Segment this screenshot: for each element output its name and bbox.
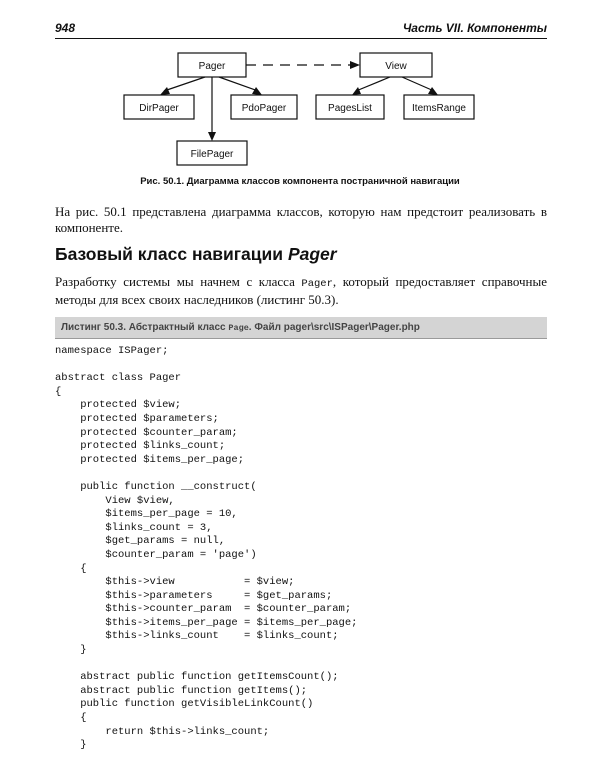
listing-prefix: Листинг 50.3. Абстрактный класс: [61, 322, 229, 333]
code-line: protected $view;: [55, 399, 182, 412]
listing-suffix: . Файл pager\src\ISPager\Pager.php: [248, 322, 420, 333]
figure-caption: Рис. 50.1. Диаграмма классов компонента постраничной навигации: [140, 176, 460, 187]
code-line: View $view,: [55, 494, 175, 507]
code-line: $this->items_per_page = $items_per_page;: [55, 616, 358, 629]
box-filepager-label: FilePager: [190, 149, 234, 160]
code-line: {: [55, 712, 87, 725]
code-line: $get_params = null,: [55, 535, 226, 548]
code-line: {: [55, 562, 87, 575]
listing-title-bar: [55, 317, 547, 339]
paragraph-intro-before: Разработку системы мы начнем с класса: [55, 274, 302, 289]
box-view: [360, 53, 432, 77]
code-line: protected $parameters;: [55, 412, 219, 425]
code-line: [55, 467, 357, 481]
code-line: }: [55, 644, 87, 657]
section-heading: [55, 244, 337, 265]
paragraph-intro-after: , который предоставляет справочные методы для всех своих наследников (листинг 50.3).: [55, 274, 548, 307]
box-view-label: View: [385, 61, 407, 72]
code-line: abstract public function getItems();: [55, 684, 308, 697]
code-line: $counter_param = 'page'): [55, 548, 257, 561]
code-line: public function getVisibleLinkCount(): [55, 698, 314, 711]
listing-code: Page: [228, 323, 249, 333]
paragraph-intro-code: Pager: [301, 278, 333, 290]
code-line: $links_count = 3,: [55, 521, 213, 534]
code-line: protected $counter_param;: [55, 426, 238, 439]
code-listing: [55, 345, 357, 753]
box-pageslist: [316, 95, 384, 119]
view-inheritance-arrows: [352, 77, 438, 95]
box-itemsrange: [404, 95, 474, 119]
code-line: $this->view = $view;: [55, 576, 295, 589]
code-line: $items_per_page = 10,: [55, 508, 238, 521]
box-itemsrange-label: ItemsRange: [412, 103, 466, 114]
box-dirpager: [124, 95, 194, 119]
page-header: [55, 18, 547, 39]
code-line: namespace ISPager;: [55, 345, 169, 357]
code-line: [55, 658, 357, 672]
code-line: protected $links_count;: [55, 440, 226, 453]
code-line: {: [55, 385, 62, 398]
code-line: $this->links_count = $links_count;: [55, 630, 339, 643]
code-line: [55, 359, 357, 373]
box-dirpager-label: DirPager: [139, 103, 179, 114]
box-pager: [178, 53, 246, 77]
code-line: public function __construct(: [55, 480, 257, 493]
section-heading-text: Базовый класс навигации: [55, 244, 288, 264]
code-line: $this->parameters = $get_params;: [55, 589, 333, 602]
code-line: $this->counter_param = $counter_param;: [55, 603, 352, 616]
page-number: 948: [55, 21, 76, 35]
box-pageslist-label: PagesList: [328, 103, 372, 114]
listing-title: [55, 322, 420, 333]
paragraph-figure-reference: На рис. 50.1 представлена диаграмма классов, которую нам предстоит реализовать в компоненте.: [55, 204, 547, 235]
box-pdopager: [231, 95, 297, 119]
class-diagram: [0, 40, 600, 175]
box-pager-label: Pager: [198, 61, 226, 72]
paragraph-intro: [55, 274, 547, 308]
box-filepager: [177, 141, 247, 165]
dependency-arrow: [246, 61, 360, 69]
code-line: abstract public function getItemsCount();: [55, 671, 339, 684]
code-line: return $this->links_count;: [55, 725, 270, 738]
code-line: abstract class Pager: [55, 372, 182, 385]
section-heading-class: Pager: [287, 244, 337, 264]
code-line: protected $items_per_page;: [55, 453, 245, 466]
part-title: Часть VII. Компоненты: [402, 21, 547, 35]
code-line: }: [55, 739, 87, 752]
box-pdopager-label: PdoPager: [241, 103, 287, 114]
